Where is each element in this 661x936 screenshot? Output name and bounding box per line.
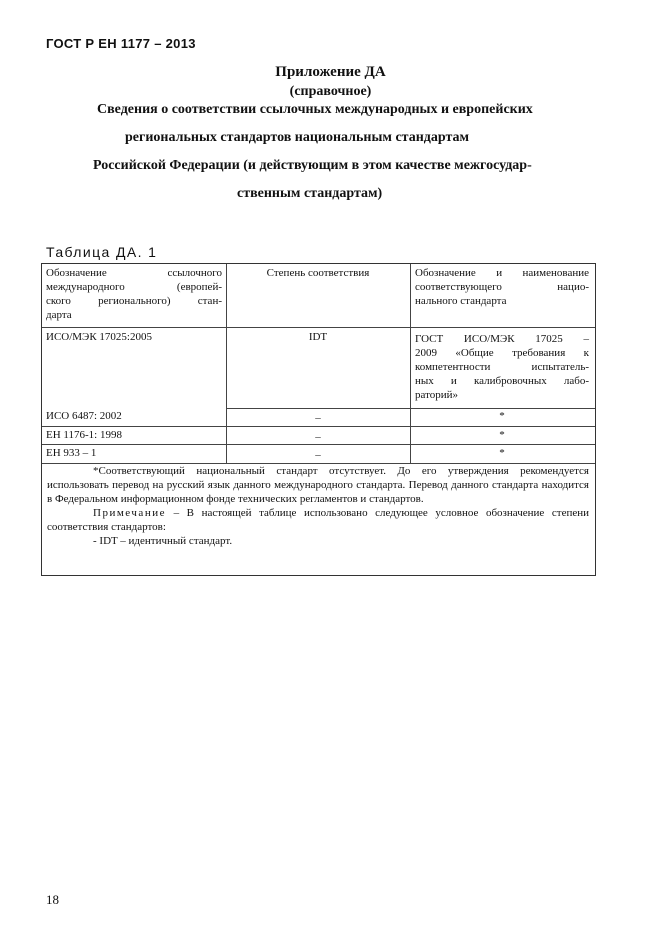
table-cell-reference: ИСО 6487: 2002 <box>46 410 122 422</box>
appendix-heading-line-3: Российской Федерации (и действующим в этом качестве межгосудар- <box>93 158 532 173</box>
national-line: ГОСТ ИСО/МЭК 17025 – <box>415 333 589 345</box>
header-line: нального стандарта <box>415 295 507 307</box>
header-line: международного (европей- <box>46 281 222 293</box>
appendix-subtitle: (справочное) <box>289 84 372 99</box>
national-line: раторий» <box>415 389 459 401</box>
header-line: дарта <box>46 309 72 321</box>
appendix-title: Приложение ДА <box>275 64 386 80</box>
appendix-heading-line-1: Сведения о соответствии ссылочных международных и европейских <box>97 102 533 117</box>
header-line: Обозначение ссылочного <box>46 267 222 279</box>
note-paragraph <box>47 506 589 534</box>
table-cell-degree: – <box>315 412 321 424</box>
note-label: Примечание <box>93 507 166 519</box>
table-cell-degree: – <box>315 431 321 443</box>
appendix-heading-line-4: ственным стандартам) <box>237 186 383 201</box>
table-cell-reference: ЕН 1176-1: 1998 <box>46 429 122 441</box>
header-line: Обозначение и наименование <box>415 267 589 279</box>
table-cell-degree: – <box>315 449 321 461</box>
table-notes <box>47 464 589 548</box>
table-cell-degree: IDT <box>308 331 328 343</box>
column-divider <box>410 264 411 463</box>
table-cell-national <box>415 332 589 402</box>
footnote-text: *Соответствующий национальный стандарт отсутствует. До его утверждения рекомендуется использовать перевод на русский язык данного международного стандарта. Перевод данного стандарта находится в Федеральном информационном фонде технических регламентов и стандартов. <box>47 465 589 505</box>
header-degree: Степень соответствия <box>266 267 370 279</box>
column-divider <box>226 264 227 463</box>
header-line: ского регионального) стан- <box>46 295 222 307</box>
header-row-divider <box>42 327 595 328</box>
national-line: 2009 «Общие требования к <box>415 347 589 359</box>
row-divider <box>42 444 595 445</box>
row-divider <box>42 426 595 427</box>
table-cell-national: * <box>499 447 505 459</box>
national-line: компетентности испытатель- <box>415 361 589 373</box>
table-cell-reference: ЕН 933 – 1 <box>46 447 97 459</box>
appendix-heading-line-2: региональных стандартов национальным стандартам <box>125 130 470 145</box>
table-cell-reference: ИСО/МЭК 17025:2005 <box>46 331 152 343</box>
header-national-standard <box>415 266 589 308</box>
national-line: ных и калибровочных лабо- <box>415 375 589 387</box>
table-cell-national: * <box>499 429 505 441</box>
note-item: - IDT – идентичный стандарт. <box>93 535 233 547</box>
note-text: – В настоящей таблице использовано следующее условное обозначение степени соответствия стандартов: <box>47 507 589 533</box>
correspondence-table <box>41 263 596 576</box>
header-line: соответствующего нацио- <box>415 281 589 293</box>
page-number: 18 <box>46 892 59 907</box>
document-code-header: ГОСТ Р ЕН 1177 – 2013 <box>46 36 196 51</box>
header-reference-standard <box>46 266 222 322</box>
table-caption: Таблица ДА. 1 <box>46 244 158 260</box>
table-cell-national: * <box>499 410 505 422</box>
